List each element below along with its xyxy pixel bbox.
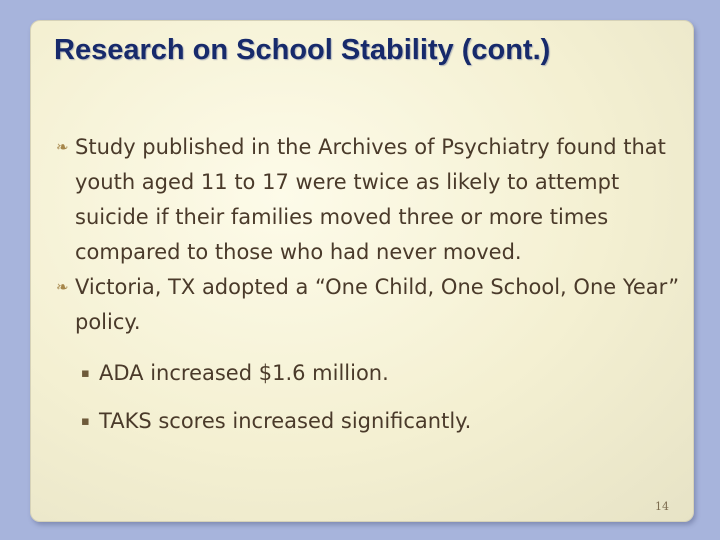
slide-body (56, 130, 688, 439)
bullet-text: Victoria, TX adopted a “One Child, One School, One Year” policy. (75, 275, 680, 334)
dot-bullet-icon: ▪ (81, 366, 90, 381)
bullet-item (56, 130, 688, 270)
sub-bullet-text: TAKS scores increased significantly. (99, 409, 472, 433)
wing-bullet-icon: ❧ (56, 278, 69, 296)
wing-bullet-icon: ❧ (56, 138, 69, 156)
dot-bullet-icon: ▪ (81, 414, 90, 429)
bullet-item (56, 270, 688, 340)
bullet-text: Study published in the Archives of Psychiatry found that youth aged 11 to 17 were twice as likely to attempt suicide if their families moved three or more times compared to those who had never moved. (75, 135, 666, 264)
sub-bullet-item (56, 356, 688, 391)
sub-bullet-item (56, 404, 688, 439)
slide-title: Research on School Stability (cont.) (54, 34, 551, 66)
page-number: 14 (655, 500, 669, 513)
sub-bullet-text: ADA increased $1.6 million. (99, 361, 389, 385)
